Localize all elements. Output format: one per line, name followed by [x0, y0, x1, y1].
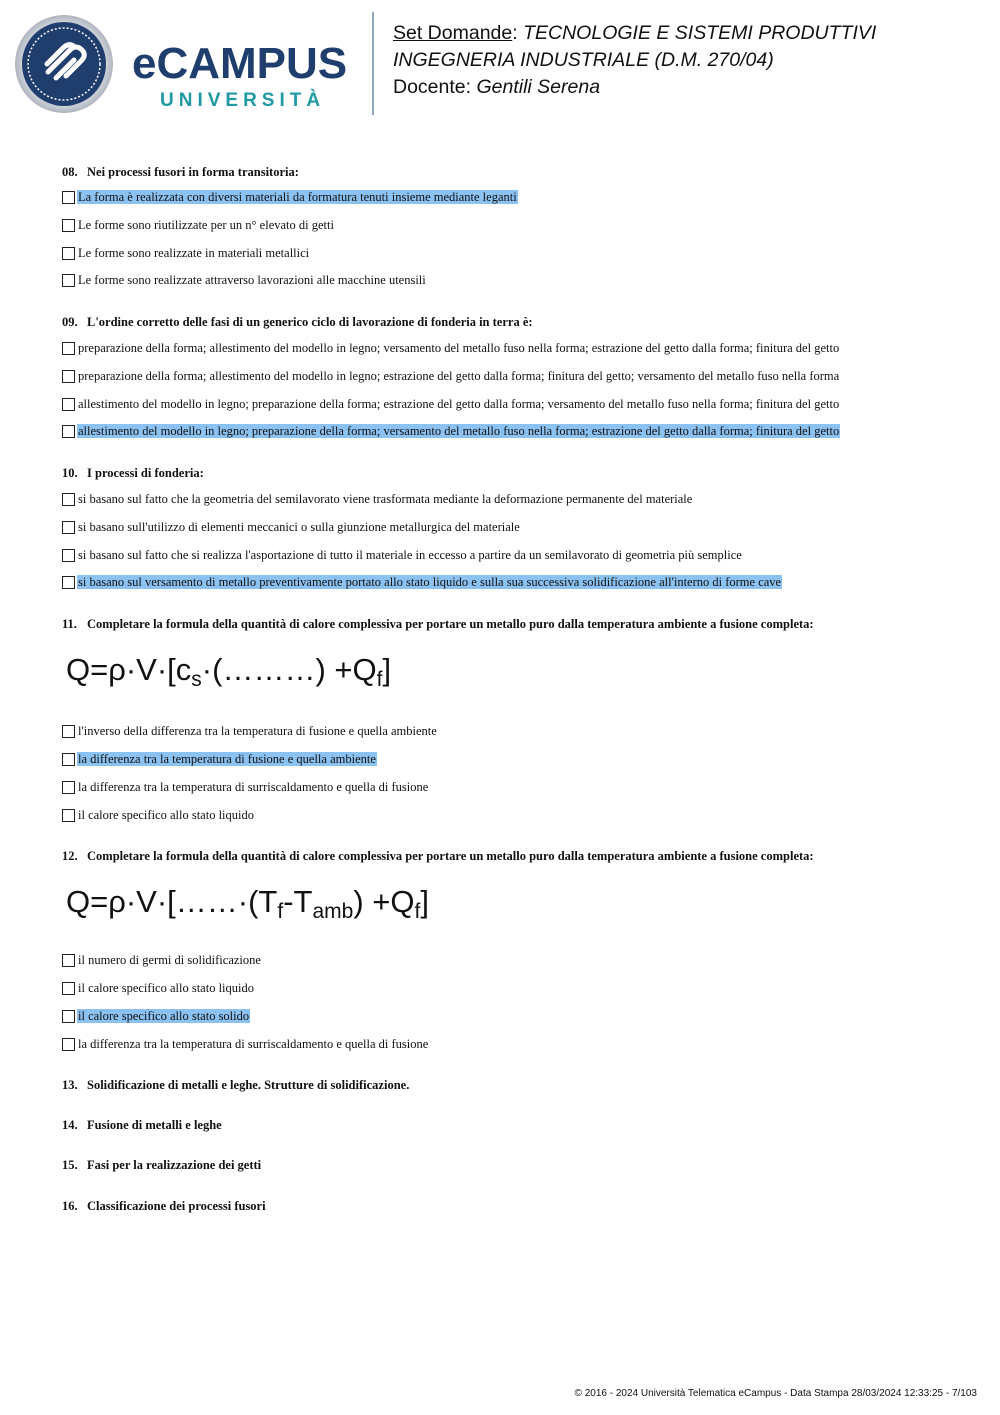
answer-checkbox[interactable]: [62, 342, 75, 355]
teacher-name: Gentili Serena: [476, 76, 601, 98]
question-title: 10. I processi di fonderia:: [62, 466, 204, 480]
header-info: [393, 20, 876, 101]
question-title: 08. Nei processi fusori in forma transitoria:: [62, 165, 299, 179]
page-header: [0, 0, 1000, 130]
answer-checkbox[interactable]: [62, 982, 75, 995]
answer-option[interactable]: la differenza tra la temperatura di surriscaldamento e quella di fusione: [62, 779, 429, 795]
answer-checkbox[interactable]: [62, 521, 75, 534]
answer-option[interactable]: si basano sul fatto che la geometria del semilavorato viene trasformata mediante la deformazione permanente del materiale: [62, 491, 693, 507]
answer-option[interactable]: la differenza tra la temperatura di surriscaldamento e quella di fusione: [62, 1036, 429, 1052]
answer-checkbox[interactable]: [62, 274, 75, 287]
header-line-2: [393, 47, 876, 74]
course-degree: INGEGNERIA INDUSTRIALE (D.M. 270/04): [393, 49, 774, 71]
answer-checkbox[interactable]: [62, 809, 75, 822]
answer-option[interactable]: l'inverso della differenza tra la temperatura di fusione e quella ambiente: [62, 723, 438, 739]
question-title: 11. Completare la formula della quantità di calore complessiva per portare un metallo puro dalla temperatura ambiente a fusione completa:: [62, 617, 814, 631]
answer-checkbox[interactable]: [62, 398, 75, 411]
answer-checkbox[interactable]: [62, 576, 75, 589]
answer-option[interactable]: il calore specifico allo stato solido: [62, 1008, 250, 1024]
answer-option[interactable]: Le forme sono realizzate in materiali metallici: [62, 245, 310, 261]
answer-checkbox[interactable]: [62, 425, 75, 438]
answer-option[interactable]: si basano sull'utilizzo di elementi meccanici o sulla giunzione metallurgica del materiale: [62, 519, 521, 535]
formula-image: $Q=\rho\cdot V\cdot[c_s\cdot(\dots\dots\dots) +Q_f]$: [66, 652, 392, 691]
course-title: TECNOLOGIE E SISTEMI PRODUTTIVI: [523, 22, 877, 44]
answer-checkbox[interactable]: [62, 493, 75, 506]
header-divider: [372, 12, 374, 115]
answer-option[interactable]: il numero di germi di solidificazione: [62, 952, 262, 968]
question-title: 16. Classificazione dei processi fusori: [62, 1199, 266, 1213]
answer-option[interactable]: la differenza tra la temperatura di fusione e quella ambiente: [62, 751, 377, 767]
answer-option[interactable]: allestimento del modello in legno; preparazione della forma; versamento del metallo fuso nella forma; estrazione del getto dalla forma; finitura del getto: [62, 423, 840, 439]
answer-checkbox[interactable]: [62, 753, 75, 766]
question-title: 13. Solidificazione di metalli e leghe. Strutture di solidificazione.: [62, 1078, 410, 1092]
set-label: Set Domande: [393, 22, 513, 44]
answer-checkbox[interactable]: [62, 725, 75, 738]
answer-checkbox[interactable]: [62, 781, 75, 794]
answer-checkbox[interactable]: [62, 191, 75, 204]
answer-option[interactable]: Le forme sono riutilizzate per un n° elevato di getti: [62, 217, 335, 233]
answer-option[interactable]: preparazione della forma; allestimento del modello in legno; estrazione del getto dalla forma; finitura del getto; versamento del metallo fuso nella forma: [62, 368, 840, 384]
answer-checkbox[interactable]: [62, 549, 75, 562]
answer-option[interactable]: allestimento del modello in legno; preparazione della forma; estrazione del getto dalla forma; versamento del metallo fuso nella forma; finitura del getto: [62, 396, 840, 412]
answer-option[interactable]: La forma è realizzata con diversi materiali da formatura tenuti insieme mediante leganti: [62, 189, 518, 205]
formula-image: $Q=\rho\cdot V\cdot[\dots\dots\cdot(T_f-T_{amb}) +Q_f]$: [66, 884, 429, 923]
answer-checkbox[interactable]: [62, 370, 75, 383]
question-title: 15. Fasi per la realizzazione dei getti: [62, 1158, 262, 1172]
question-title: 12. Completare la formula della quantità di calore complessiva per portare un metallo puro dalla temperatura ambiente a fusione completa:: [62, 849, 814, 863]
svg-text:UNIVERSITÀ: UNIVERSITÀ: [160, 90, 326, 111]
question-title: 09. L'ordine corretto delle fasi di un generico ciclo di lavorazione di fonderia in terra è:: [62, 315, 533, 329]
ecampus-logo: [14, 14, 359, 119]
svg-text:eCAMPUS: eCAMPUS: [132, 39, 348, 88]
question-title: 14. Fusione di metalli e leghe: [62, 1118, 222, 1132]
answer-option[interactable]: il calore specifico allo stato liquido: [62, 980, 255, 996]
answer-checkbox[interactable]: [62, 954, 75, 967]
header-line-1: Set Domande: TECNOLOGIE E SISTEMI PRODUTTIVI: [393, 22, 877, 44]
page-footer: © 2016 - 2024 Università Telematica eCampus - Data Stampa 28/03/2024 12:33:25 - 7/103: [574, 1388, 977, 1399]
answer-option[interactable]: preparazione della forma; allestimento del modello in legno; versamento del metallo fuso nella forma; estrazione del getto dalla forma; finitura del getto: [62, 340, 840, 356]
answer-checkbox[interactable]: [62, 1038, 75, 1051]
answer-option[interactable]: Le forme sono realizzate attraverso lavorazioni alle macchine utensili: [62, 272, 427, 288]
header-line-3: Docente: Gentili Serena: [393, 76, 601, 98]
answer-checkbox[interactable]: [62, 247, 75, 260]
answer-option[interactable]: il calore specifico allo stato liquido: [62, 807, 255, 823]
answer-option[interactable]: si basano sul fatto che si realizza l'asportazione di tutto il materiale in eccesso a partire da un semilavorato di geometria più semplice: [62, 547, 743, 563]
answer-option[interactable]: si basano sul versamento di metallo preventivamente portato allo stato liquido e sulla sua successiva solidificazione all'interno di forme cave: [62, 574, 782, 590]
answer-checkbox[interactable]: [62, 1010, 75, 1023]
answer-checkbox[interactable]: [62, 219, 75, 232]
